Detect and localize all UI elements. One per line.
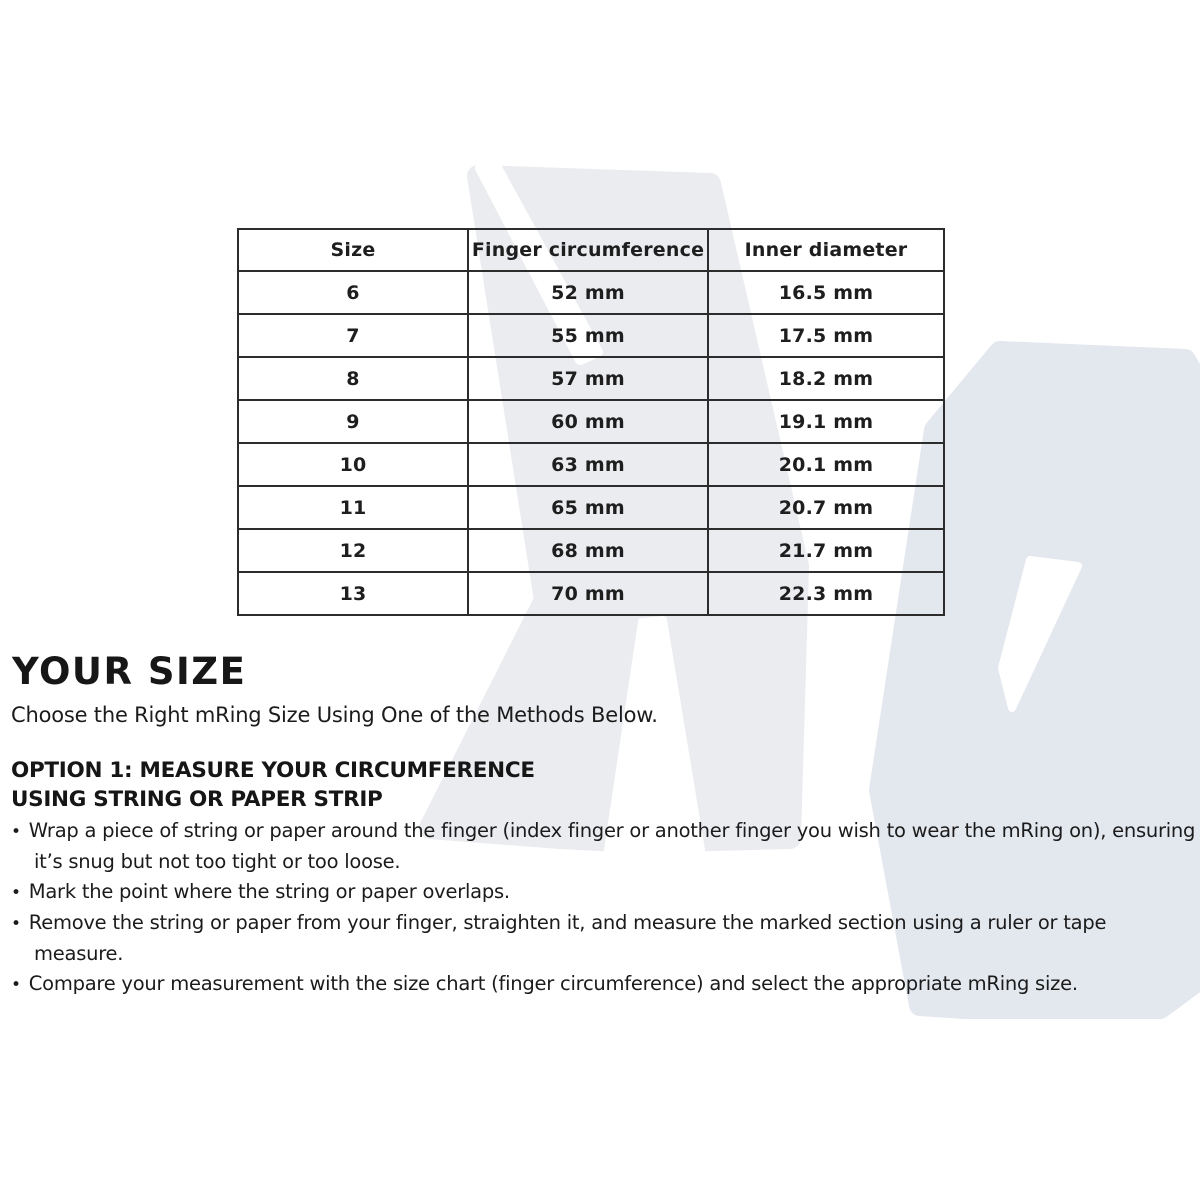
- table-row: [238, 400, 944, 443]
- table-row: [238, 529, 944, 572]
- cell-diameter: 17.5 mm: [708, 314, 944, 357]
- bullet-text: Remove the string or paper from your finger, straighten it, and measure the marked section using a ruler or tape measure.: [28, 911, 1107, 965]
- cell-circumference: 63 mm: [468, 443, 708, 486]
- cell-circumference: 57 mm: [468, 357, 708, 400]
- table-row: [238, 486, 944, 529]
- bullet-dot-icon: •: [11, 883, 21, 903]
- page-title: YOUR SIZE: [12, 650, 247, 693]
- cell-circumference: 60 mm: [468, 400, 708, 443]
- ring-size-table: [237, 228, 945, 616]
- cell-circumference: 65 mm: [468, 486, 708, 529]
- option1-heading-line1: OPTION 1: MEASURE YOUR CIRCUMFERENCE: [11, 758, 535, 783]
- cell-size: 12: [238, 529, 468, 572]
- list-item: [11, 969, 1196, 1000]
- header-size: Size: [238, 229, 468, 271]
- header-finger-circumference: Finger circumference: [468, 229, 708, 271]
- cell-size: 11: [238, 486, 468, 529]
- table-row: [238, 572, 944, 615]
- header-inner-diameter: Inner diameter: [708, 229, 944, 271]
- cell-diameter: 20.7 mm: [708, 486, 944, 529]
- bullet-text: Mark the point where the string or paper overlaps.: [28, 880, 510, 903]
- list-item: [11, 908, 1196, 969]
- list-item: [11, 877, 1196, 908]
- cell-size: 10: [238, 443, 468, 486]
- cell-diameter: 16.5 mm: [708, 271, 944, 314]
- cell-circumference: 52 mm: [468, 271, 708, 314]
- table-row: [238, 271, 944, 314]
- cell-size: 9: [238, 400, 468, 443]
- option1-heading-line2: USING STRING OR PAPER STRIP: [11, 787, 383, 812]
- bullet-dot-icon: •: [11, 822, 21, 842]
- cell-diameter: 22.3 mm: [708, 572, 944, 615]
- cell-circumference: 68 mm: [468, 529, 708, 572]
- instructions-list: [11, 816, 1196, 1000]
- bullet-dot-icon: •: [11, 914, 21, 934]
- table-row: [238, 443, 944, 486]
- cell-circumference: 55 mm: [468, 314, 708, 357]
- cell-diameter: 18.2 mm: [708, 357, 944, 400]
- cell-size: 8: [238, 357, 468, 400]
- bullet-text: Compare your measurement with the size chart (finger circumference) and select the appropriate mRing size.: [28, 972, 1078, 995]
- table-row: [238, 357, 944, 400]
- cell-circumference: 70 mm: [468, 572, 708, 615]
- table-header-row: [238, 229, 944, 271]
- table-row: [238, 314, 944, 357]
- cell-size: 7: [238, 314, 468, 357]
- page-subtitle: Choose the Right mRing Size Using One of the Methods Below.: [11, 703, 658, 727]
- cell-size: 13: [238, 572, 468, 615]
- bullet-text: Wrap a piece of string or paper around the finger (index finger or another finger you wish to wear the mRing on), ensuring it’s snug but not too tight or too loose.: [28, 819, 1196, 873]
- list-item: [11, 816, 1196, 877]
- cell-diameter: 21.7 mm: [708, 529, 944, 572]
- bullet-dot-icon: •: [11, 975, 21, 995]
- cell-size: 6: [238, 271, 468, 314]
- cell-diameter: 19.1 mm: [708, 400, 944, 443]
- option1-heading: [11, 756, 535, 814]
- cell-diameter: 20.1 mm: [708, 443, 944, 486]
